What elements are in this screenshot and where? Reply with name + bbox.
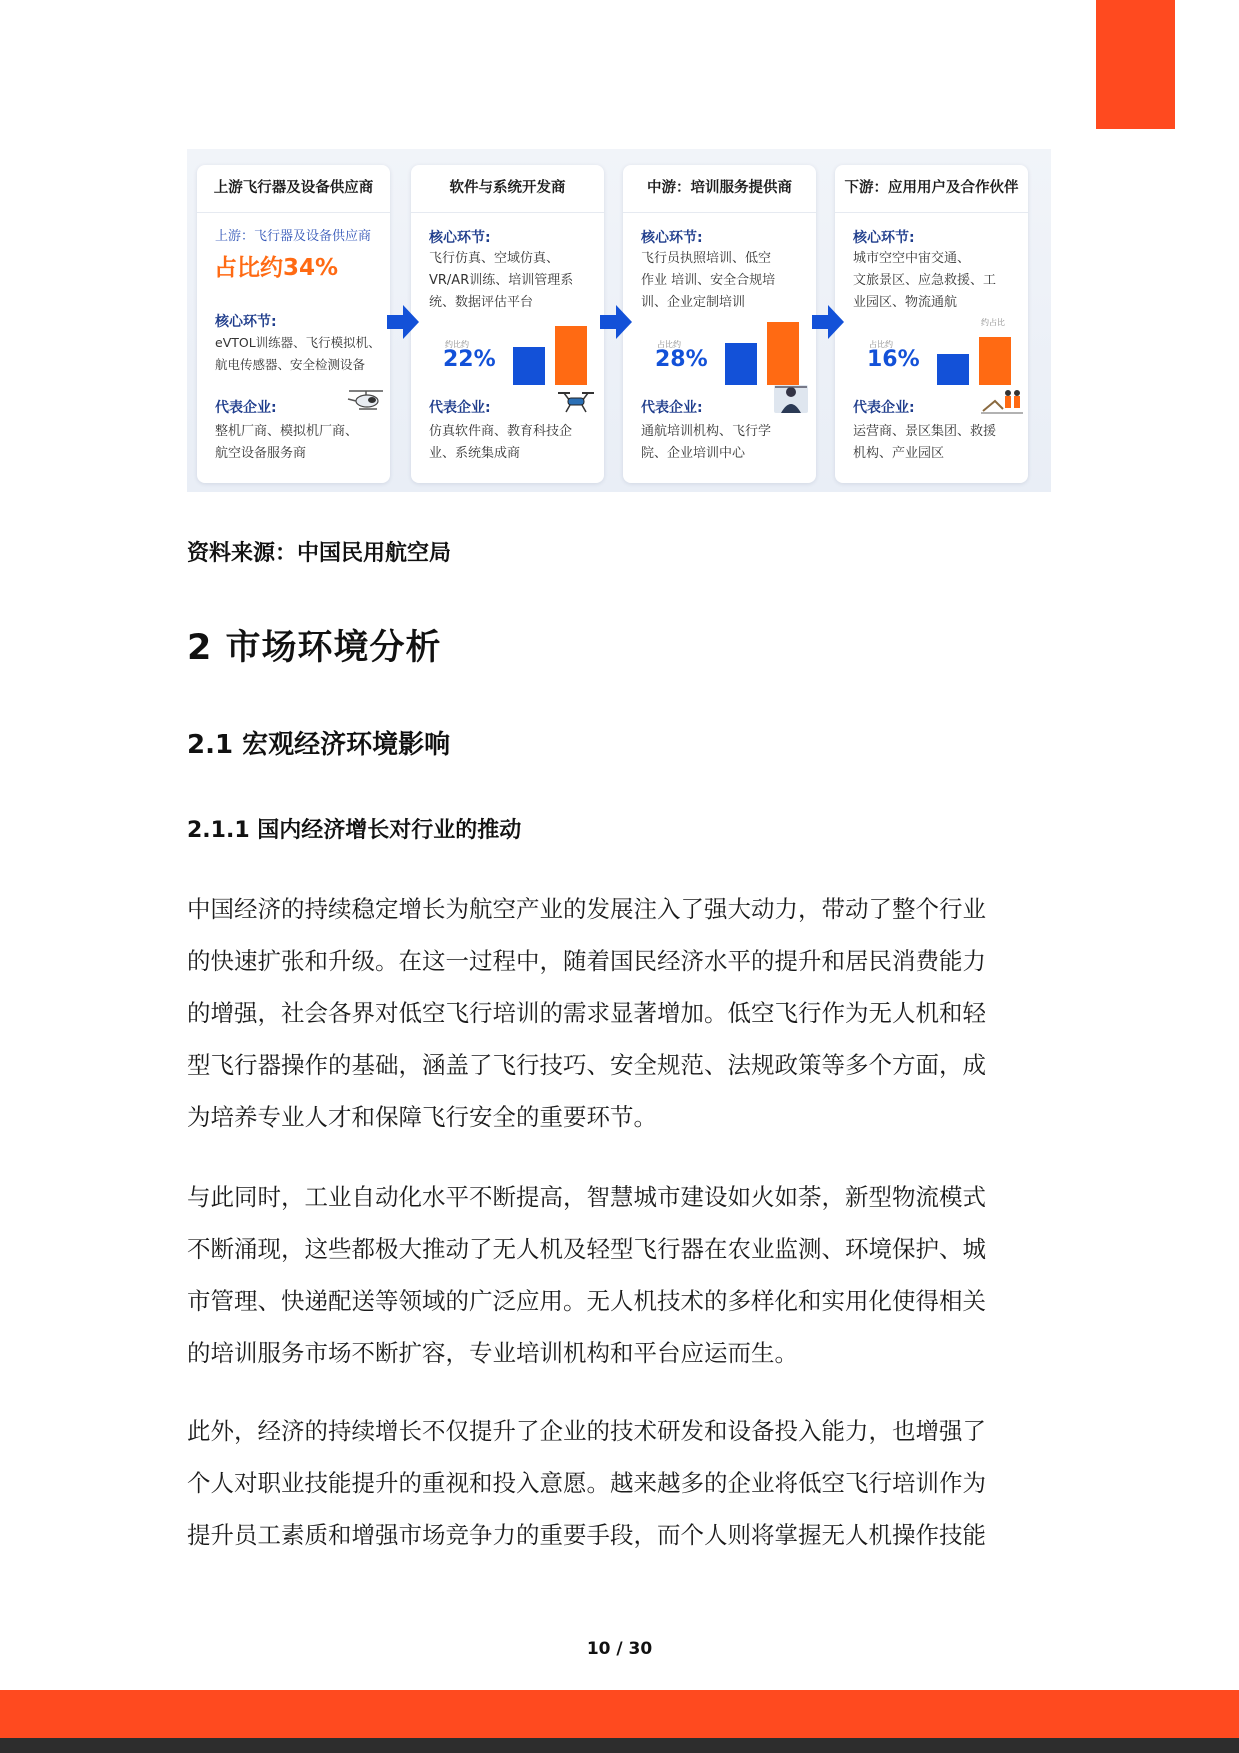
- subsubsection-heading: 2.1.1 国内经济增长对行业的推动: [187, 818, 522, 843]
- text-line: 个人对职业技能提升的重视和投入意愿。越来越多的企业将低空飞行培训作为: [187, 1469, 986, 1497]
- core-line: 航电传感器、安全检测设备: [215, 357, 366, 372]
- arrow-right-icon: [812, 305, 844, 339]
- core-label: 核心环节:: [641, 230, 703, 246]
- figure-source: 资料来源：中国民用航空局: [187, 541, 452, 566]
- core-line: 飞行仿真、空域仿真、: [429, 251, 560, 266]
- paragraph: [187, 1171, 1037, 1379]
- rep-line: 整机厂商、模拟机厂商、: [215, 424, 359, 439]
- core-line: 业园区、物流通航: [853, 295, 958, 310]
- corner-accent-tab: [1096, 0, 1175, 129]
- rep-label: 代表企业:: [641, 400, 703, 416]
- rep-line: 通航培训机构、飞行学: [641, 424, 772, 439]
- footer-dark-strip: [0, 1738, 1239, 1753]
- arrow-right-icon: [600, 305, 632, 339]
- text-line: 市管理、快递配送等领域的广泛应用。无人机技术的多样化和实用化使得相关: [187, 1287, 986, 1315]
- core-line: 作业 培训、安全合规培: [641, 273, 776, 288]
- card-subtitle: 上游：飞行器及设备供应商: [215, 229, 372, 244]
- share-bars: [937, 315, 1017, 385]
- bar-blue: [513, 347, 545, 386]
- core-label: 核心环节:: [215, 314, 277, 330]
- text-line: 的培训服务市场不断扩容，专业培训机构和平台应运而生。: [187, 1339, 798, 1367]
- rep-label: 代表企业:: [853, 400, 915, 416]
- rep-line: 业、系统集成商: [429, 446, 521, 461]
- text-line: 此外，经济的持续增长不仅提升了企业的技术研发和设备投入能力，也增强了: [187, 1417, 986, 1445]
- paragraph: [187, 1405, 1037, 1561]
- rep-label: 代表企业:: [429, 400, 491, 416]
- core-line: 统、数据评估平台: [429, 295, 534, 310]
- helicopter-icon: [347, 387, 387, 415]
- card-title: 软件与系统开发商: [411, 165, 604, 213]
- footer-accent-bar: [0, 1690, 1239, 1738]
- card-title: 中游：培训服务提供商: [623, 165, 816, 213]
- small-label: 占比约: [869, 340, 893, 349]
- share-text: 占比约34%: [214, 255, 339, 281]
- rep-line: 仿真软件商、教育科技企: [429, 424, 573, 439]
- text-line: 的增强，社会各界对低空飞行培训的需求显著增加。低空飞行作为无人机和轻: [187, 999, 986, 1027]
- small-label: 约比约: [445, 340, 469, 349]
- bar-blue: [725, 343, 757, 385]
- paragraph: [187, 883, 1037, 1143]
- text-line: 不断涌现，这些都极大推动了无人机及轻型飞行器在农业监测、环境保护、城: [187, 1235, 986, 1263]
- rep-label: 代表企业:: [215, 400, 277, 416]
- rep-line: 院、企业培训中心: [641, 446, 746, 461]
- text-line: 为培养专业人才和保障飞行安全的重要环节。: [187, 1103, 657, 1131]
- section-heading: 2 市场环境分析: [187, 628, 442, 668]
- core-label: 核心环节:: [429, 230, 491, 246]
- rep-line: 航空设备服务商: [215, 446, 307, 461]
- rep-line: 机构、产业园区: [853, 446, 945, 461]
- share-bars: [513, 315, 593, 385]
- core-label: 核心环节:: [853, 230, 915, 246]
- text-line: 提升员工素质和增强市场竞争力的重要手段，而个人则将掌握无人机操作技能: [187, 1521, 986, 1549]
- text-line: 中国经济的持续稳定增长为航空产业的发展注入了强大动力，带动了整个行业: [187, 895, 986, 923]
- share-percent: 16%: [867, 347, 920, 372]
- card-midstream: [623, 165, 816, 483]
- small-label-right: 约占比: [981, 318, 1005, 327]
- core-line: 城市空空中宙交通、: [853, 251, 971, 266]
- text-line: 与此同时，工业自动化水平不断提高，智慧城市建设如火如荼，新型物流模式: [187, 1183, 986, 1211]
- pilot-icon: [773, 381, 809, 415]
- card-title: 下游：应用用户及合作伙伴: [835, 165, 1028, 213]
- card-downstream: [835, 165, 1028, 483]
- share-percent: 28%: [655, 347, 708, 372]
- industry-chain-figure: [187, 149, 1051, 492]
- drone-icon: [554, 387, 598, 415]
- arrow-right-icon: [387, 305, 419, 339]
- text-line: 的快速扩张和升级。在这一过程中，随着国民经济水平的提升和居民消费能力: [187, 947, 986, 975]
- page-number: 10 / 30: [586, 1639, 653, 1659]
- bar-blue: [937, 354, 969, 386]
- subsection-heading: 2.1 宏观经济环境影响: [187, 730, 451, 760]
- core-line: 训、企业定制培训: [641, 295, 746, 310]
- core-line: VR/AR训练、培训管理系: [429, 273, 574, 288]
- card-upstream: [197, 165, 390, 483]
- rep-line: 运营商、景区集团、救援: [853, 424, 997, 439]
- share-bars: [725, 315, 805, 385]
- bar-orange: [979, 337, 1011, 385]
- bar-orange: [555, 326, 587, 386]
- share-percent: 22%: [443, 347, 496, 372]
- core-line: eVTOL训练器、飞行模拟机、: [215, 335, 381, 350]
- core-line: 文旅景区、应急救援、工: [853, 273, 997, 288]
- card-title: 上游飞行器及设备供应商: [197, 165, 390, 213]
- card-software: [411, 165, 604, 483]
- workers-icon: [981, 387, 1023, 415]
- bar-orange: [767, 322, 799, 385]
- text-line: 型飞行器操作的基础，涵盖了飞行技巧、安全规范、法规政策等多个方面，成: [187, 1051, 986, 1079]
- core-line: 飞行员执照培训、低空: [641, 251, 772, 266]
- small-label: 占比约: [657, 340, 681, 349]
